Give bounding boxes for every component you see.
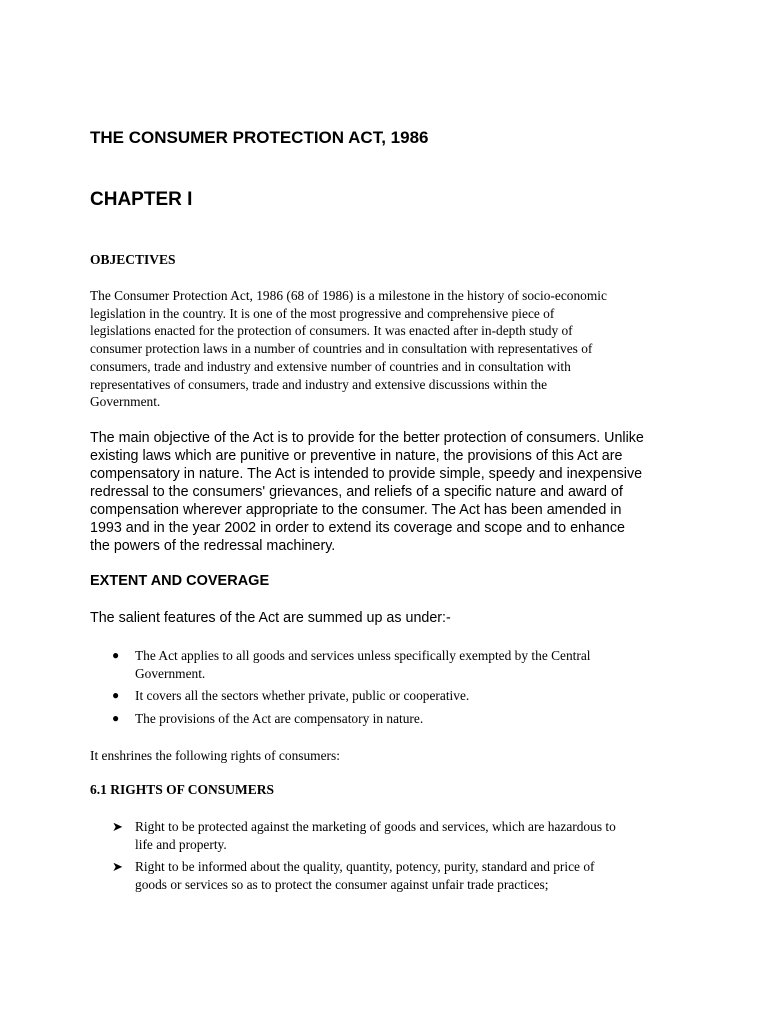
paragraph-line: consumers, trade and industry and extensive number of countries and in consultation with (90, 358, 571, 374)
paragraph-line: Government. (90, 394, 161, 410)
paragraph-line: legislation in the country. It is one of the most progressive and comprehensive piece of (90, 305, 555, 321)
list-item-line: It covers all the sectors whether private, public or cooperative. (135, 688, 470, 703)
paragraph-line: consumer protection laws in a number of countries and in consultation with representatives of (90, 341, 593, 357)
paragraph-line: redressal to the consumers' grievances, and reliefs of a specific nature and award of (90, 484, 623, 500)
arrowhead-bullet-icon: ➤ (112, 819, 123, 834)
filled-circle-bullet-icon: ● (112, 648, 120, 662)
arrowhead-bullet-icon: ➤ (112, 859, 123, 874)
paragraph-line: The main objective of the Act is to provide for the better protection of consumers. Unlike (90, 430, 644, 446)
objectives-heading: OBJECTIVES (90, 252, 176, 267)
filled-circle-bullet-icon: ● (112, 710, 120, 725)
paragraph-line: 1993 and in the year 2002 in order to extend its coverage and scope and to enhance (90, 520, 625, 536)
list-item-line: life and property. (135, 836, 227, 852)
list-item (90, 858, 690, 893)
rights-intro (90, 747, 686, 765)
paragraph-line: existing laws which are punitive or preventive in nature, the provisions of this Act are (90, 448, 623, 464)
intro-line: The salient features of the Act are summed up as under:- (90, 610, 451, 626)
list-item (90, 710, 690, 728)
chapter-heading: CHAPTER I (90, 189, 193, 210)
list-item-line: The provisions of the Act are compensatory in nature. (135, 710, 424, 726)
list-item-line: goods or services so as to protect the consumer against unfair trade practices; (135, 876, 549, 892)
rights-list (90, 818, 690, 898)
list-item (90, 818, 690, 853)
filled-circle-bullet-icon: ● (112, 688, 120, 702)
paragraph-line: representatives of consumers, trade and industry and extensive discussions within the (90, 376, 548, 392)
salient-features-intro (90, 609, 690, 627)
list-item-line: Government. (135, 665, 206, 681)
intro-line: It enshrines the following rights of consumers: (90, 748, 340, 763)
paragraph-line: The Consumer Protection Act, 1986 (68 of 1986) is a milestone in the history of socio-economic (90, 288, 607, 303)
paragraph-line: legislations enacted for the protection of consumers. It was enacted after in-depth study of (90, 323, 573, 339)
paragraph-line: the powers of the redressal machinery. (90, 538, 336, 554)
list-item (90, 647, 690, 682)
paragraph-line: compensation wherever appropriate to the consumer. The Act has been amended in (90, 502, 622, 518)
list-item (90, 687, 690, 705)
features-list (90, 647, 690, 732)
rights-heading: 6.1 RIGHTS OF CONSUMERS (90, 782, 275, 797)
objectives-paragraph (90, 287, 686, 411)
document-title: THE CONSUMER PROTECTION ACT, 1986 (90, 128, 429, 147)
list-item-line: Right to be informed about the quality, quantity, potency, purity, standard and price of (135, 859, 595, 874)
extent-coverage-heading: EXTENT AND COVERAGE (90, 573, 270, 589)
main-objective-paragraph (90, 429, 690, 555)
paragraph-line: compensatory in nature. The Act is intended to provide simple, speedy and inexpensive (90, 466, 643, 482)
list-item-line: The Act applies to all goods and services unless specifically exempted by the Central (135, 648, 591, 663)
list-item-line: Right to be protected against the marketing of goods and services, which are hazardous to (135, 819, 616, 834)
